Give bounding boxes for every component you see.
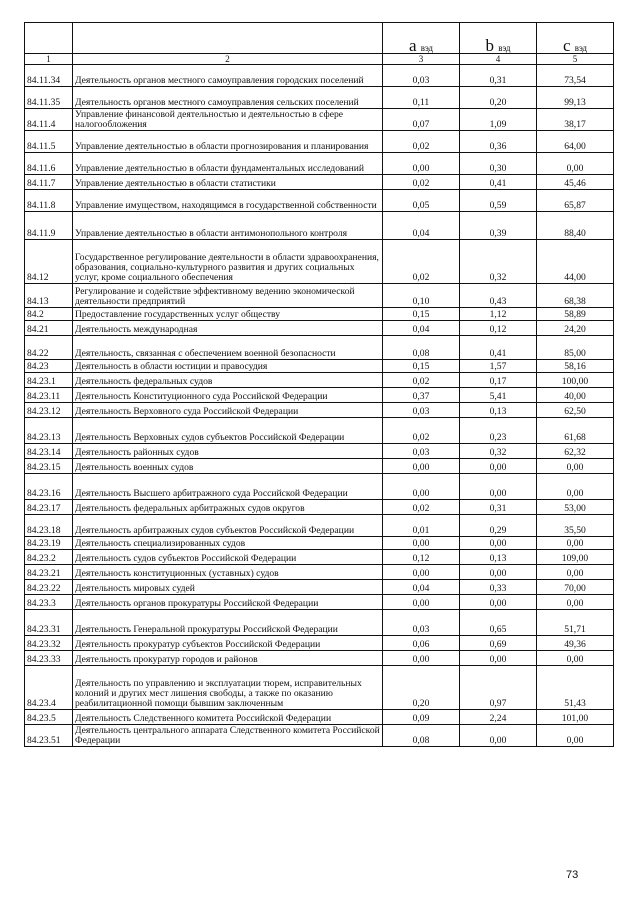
table-row xyxy=(25,500,614,515)
row-value-b: 0,32 xyxy=(460,240,537,284)
table-row xyxy=(25,444,614,459)
row-value-c: 68,38 xyxy=(537,284,614,308)
row-value-a: 0,09 xyxy=(383,710,460,725)
table-row xyxy=(25,725,614,747)
row-value-a: 0,05 xyxy=(383,190,460,212)
row-value-c: 62,50 xyxy=(537,403,614,418)
row-value-c: 73,54 xyxy=(537,65,614,87)
column-number: 1 xyxy=(25,54,73,65)
header-name-cell xyxy=(73,23,383,54)
row-value-a: 0,03 xyxy=(383,403,460,418)
row-value-b: 0,36 xyxy=(460,131,537,153)
row-value-c: 53,00 xyxy=(537,500,614,515)
row-code: 84.23.18 xyxy=(25,515,73,537)
table-row xyxy=(25,87,614,109)
row-value-c: 35,50 xyxy=(537,515,614,537)
column-number-row xyxy=(25,54,614,65)
row-name: Регулирование и содействие эффективному ведению экономической деятельности предприятий xyxy=(73,284,383,308)
row-value-a: 0,02 xyxy=(383,175,460,190)
row-value-c: 40,00 xyxy=(537,388,614,403)
row-value-b: 0,65 xyxy=(460,610,537,636)
row-value-b: 0,00 xyxy=(460,459,537,474)
row-value-a: 0,00 xyxy=(383,459,460,474)
row-value-a: 0,02 xyxy=(383,500,460,515)
row-value-a: 0,00 xyxy=(383,474,460,500)
row-value-b: 0,41 xyxy=(460,336,537,360)
row-name: Управление финансовой деятельностью и деятельностью в сфере налогообложения xyxy=(73,109,383,131)
table-row xyxy=(25,153,614,175)
row-value-a: 0,11 xyxy=(383,87,460,109)
row-name: Деятельность Генеральной прокуратуры Российской Федерации xyxy=(73,610,383,636)
row-value-a: 0,00 xyxy=(383,565,460,580)
header-code-cell xyxy=(25,23,73,54)
row-code: 84.11.34 xyxy=(25,65,73,87)
row-name: Деятельность конституционных (уставных) судов xyxy=(73,565,383,580)
row-value-b: 0,23 xyxy=(460,418,537,444)
table-row xyxy=(25,418,614,444)
row-value-b: 0,33 xyxy=(460,580,537,595)
table-row xyxy=(25,190,614,212)
row-value-c: 0,00 xyxy=(537,565,614,580)
table-row xyxy=(25,595,614,610)
row-value-b: 0,29 xyxy=(460,515,537,537)
row-name: Деятельность центрального аппарата Следственного комитета Российской Федерации xyxy=(73,725,383,747)
row-value-a: 0,02 xyxy=(383,373,460,388)
row-value-b: 0,32 xyxy=(460,444,537,459)
table-row xyxy=(25,651,614,666)
row-code: 84.23.16 xyxy=(25,474,73,500)
row-name: Управление деятельностью в области антимонопольного контроля xyxy=(73,212,383,240)
row-value-c: 70,00 xyxy=(537,580,614,595)
row-code: 84.23.21 xyxy=(25,565,73,580)
header-row xyxy=(25,23,614,54)
row-name: Деятельность Высшего арбитражного суда Российской Федерации xyxy=(73,474,383,500)
table-row xyxy=(25,610,614,636)
row-value-b: 0,00 xyxy=(460,537,537,550)
row-value-b: 0,31 xyxy=(460,500,537,515)
row-value-a: 0,04 xyxy=(383,321,460,336)
row-code: 84.23.2 xyxy=(25,550,73,565)
row-code: 84.23.4 xyxy=(25,666,73,710)
row-value-b: 0,69 xyxy=(460,636,537,651)
row-value-c: 45,46 xyxy=(537,175,614,190)
table-row xyxy=(25,175,614,190)
row-name: Деятельность органов местного самоуправления сельских поселений xyxy=(73,87,383,109)
row-value-b: 0,00 xyxy=(460,474,537,500)
row-code: 84.2 xyxy=(25,308,73,321)
row-value-a: 0,15 xyxy=(383,360,460,373)
row-value-c: 0,00 xyxy=(537,725,614,747)
header-b-cell: b вэд xyxy=(460,23,537,54)
header-c-cell: c вэд xyxy=(537,23,614,54)
row-name: Управление деятельностью в области фундаментальных исследований xyxy=(73,153,383,175)
table-row xyxy=(25,240,614,284)
page-number: 73 xyxy=(566,869,579,881)
row-value-c: 109,00 xyxy=(537,550,614,565)
row-value-c: 38,17 xyxy=(537,109,614,131)
row-code: 84.23.14 xyxy=(25,444,73,459)
row-code: 84.23.12 xyxy=(25,403,73,418)
row-value-b: 1,09 xyxy=(460,109,537,131)
column-number: 5 xyxy=(537,54,614,65)
row-code: 84.23.3 xyxy=(25,595,73,610)
row-code: 84.13 xyxy=(25,284,73,308)
row-name: Деятельность Верховного суда Российской Федерации xyxy=(73,403,383,418)
table-row xyxy=(25,212,614,240)
row-value-c: 0,00 xyxy=(537,537,614,550)
row-value-b: 0,59 xyxy=(460,190,537,212)
row-name: Деятельность по управлению и эксплуатации тюрем, исправительных колоний и других мест лишения свободы, а также по оказанию реабилитационной помощи бывшим заключенным xyxy=(73,666,383,710)
row-value-c: 0,00 xyxy=(537,595,614,610)
table-row xyxy=(25,360,614,373)
row-value-a: 0,07 xyxy=(383,109,460,131)
column-number: 2 xyxy=(73,54,383,65)
row-value-b: 0,43 xyxy=(460,284,537,308)
table-row xyxy=(25,666,614,710)
row-value-a: 0,04 xyxy=(383,580,460,595)
row-name: Деятельность прокуратур субъектов Российской Федерации xyxy=(73,636,383,651)
row-name: Управление имуществом, находящимся в государственной собственности xyxy=(73,190,383,212)
row-value-c: 0,00 xyxy=(537,459,614,474)
row-value-c: 64,00 xyxy=(537,131,614,153)
column-number: 4 xyxy=(460,54,537,65)
row-name: Управление деятельностью в области прогнозирования и планирования xyxy=(73,131,383,153)
row-value-a: 0,02 xyxy=(383,131,460,153)
row-code: 84.23.13 xyxy=(25,418,73,444)
row-value-a: 0,02 xyxy=(383,418,460,444)
row-value-c: 100,00 xyxy=(537,373,614,388)
row-code: 84.23.33 xyxy=(25,651,73,666)
row-value-c: 0,00 xyxy=(537,153,614,175)
row-value-c: 65,87 xyxy=(537,190,614,212)
row-name: Деятельность в области юстиции и правосудия xyxy=(73,360,383,373)
column-number: 3 xyxy=(383,54,460,65)
row-value-a: 0,08 xyxy=(383,336,460,360)
table-row xyxy=(25,550,614,565)
table-row xyxy=(25,284,614,308)
data-table xyxy=(24,22,614,747)
row-value-c: 51,71 xyxy=(537,610,614,636)
row-name: Деятельность специализированных судов xyxy=(73,537,383,550)
row-code: 84.11.4 xyxy=(25,109,73,131)
row-code: 84.23.17 xyxy=(25,500,73,515)
row-code: 84.23.51 xyxy=(25,725,73,747)
row-value-b: 0,17 xyxy=(460,373,537,388)
row-value-b: 0,12 xyxy=(460,321,537,336)
row-value-c: 49,36 xyxy=(537,636,614,651)
row-value-b: 1,12 xyxy=(460,308,537,321)
table-row xyxy=(25,336,614,360)
row-value-c: 99,13 xyxy=(537,87,614,109)
row-value-a: 0,00 xyxy=(383,595,460,610)
row-name: Деятельность федеральных судов xyxy=(73,373,383,388)
table-row xyxy=(25,580,614,595)
row-value-c: 62,32 xyxy=(537,444,614,459)
row-code: 84.23.5 xyxy=(25,710,73,725)
row-value-a: 0,02 xyxy=(383,240,460,284)
row-name: Деятельность военных судов xyxy=(73,459,383,474)
row-value-c: 101,00 xyxy=(537,710,614,725)
table-row xyxy=(25,388,614,403)
row-code: 84.23.32 xyxy=(25,636,73,651)
row-value-b: 0,41 xyxy=(460,175,537,190)
table-row xyxy=(25,710,614,725)
row-name: Деятельность Конституционного суда Российской Федерации xyxy=(73,388,383,403)
row-value-b: 0,13 xyxy=(460,403,537,418)
row-value-a: 0,37 xyxy=(383,388,460,403)
table-row xyxy=(25,373,614,388)
row-code: 84.11.7 xyxy=(25,175,73,190)
row-value-b: 0,00 xyxy=(460,595,537,610)
row-name: Деятельность органов местного самоуправления городских поселений xyxy=(73,65,383,87)
row-value-a: 0,20 xyxy=(383,666,460,710)
row-value-b: 5,41 xyxy=(460,388,537,403)
row-code: 84.11.5 xyxy=(25,131,73,153)
row-name: Деятельность судов субъектов Российской Федерации xyxy=(73,550,383,565)
row-value-b: 1,57 xyxy=(460,360,537,373)
row-value-a: 0,15 xyxy=(383,308,460,321)
row-value-c: 44,00 xyxy=(537,240,614,284)
row-code: 84.23 xyxy=(25,360,73,373)
table-row xyxy=(25,459,614,474)
row-value-a: 0,03 xyxy=(383,444,460,459)
row-value-c: 51,43 xyxy=(537,666,614,710)
row-value-b: 0,00 xyxy=(460,651,537,666)
row-value-b: 0,39 xyxy=(460,212,537,240)
row-code: 84.23.22 xyxy=(25,580,73,595)
row-value-b: 0,00 xyxy=(460,565,537,580)
row-value-a: 0,00 xyxy=(383,153,460,175)
row-name: Деятельность органов прокуратуры Российской Федерации xyxy=(73,595,383,610)
row-value-a: 0,03 xyxy=(383,65,460,87)
row-code: 84.23.31 xyxy=(25,610,73,636)
row-code: 84.23.19 xyxy=(25,537,73,550)
row-value-a: 0,10 xyxy=(383,284,460,308)
header-a-cell: a вэд xyxy=(383,23,460,54)
row-value-b: 2,24 xyxy=(460,710,537,725)
row-code: 84.23.11 xyxy=(25,388,73,403)
row-name: Деятельность прокуратур городов и районов xyxy=(73,651,383,666)
table-row xyxy=(25,474,614,500)
row-code: 84.11.35 xyxy=(25,87,73,109)
row-value-a: 0,12 xyxy=(383,550,460,565)
table-row xyxy=(25,131,614,153)
row-code: 84.11.6 xyxy=(25,153,73,175)
table-row xyxy=(25,515,614,537)
row-value-b: 0,13 xyxy=(460,550,537,565)
row-value-c: 85,00 xyxy=(537,336,614,360)
row-name: Деятельность, связанная с обеспечением военной безопасности xyxy=(73,336,383,360)
row-code: 84.12 xyxy=(25,240,73,284)
row-code: 84.11.9 xyxy=(25,212,73,240)
table-row xyxy=(25,403,614,418)
row-name: Деятельность федеральных арбитражных судов округов xyxy=(73,500,383,515)
row-value-c: 88,40 xyxy=(537,212,614,240)
table-row xyxy=(25,109,614,131)
row-value-a: 0,03 xyxy=(383,610,460,636)
table-row xyxy=(25,565,614,580)
row-value-b: 0,00 xyxy=(460,725,537,747)
row-name: Деятельность арбитражных судов субъектов Российской Федерации xyxy=(73,515,383,537)
table-row xyxy=(25,636,614,651)
row-name: Деятельность районных судов xyxy=(73,444,383,459)
row-value-c: 61,68 xyxy=(537,418,614,444)
row-name: Предоставление государственных услуг обществу xyxy=(73,308,383,321)
row-value-c: 58,89 xyxy=(537,308,614,321)
row-code: 84.23.15 xyxy=(25,459,73,474)
row-name: Деятельность Верховных судов субъектов Российской Федерации xyxy=(73,418,383,444)
row-value-c: 24,20 xyxy=(537,321,614,336)
row-value-a: 0,00 xyxy=(383,651,460,666)
row-value-a: 0,08 xyxy=(383,725,460,747)
row-name: Деятельность международная xyxy=(73,321,383,336)
row-name: Управление деятельностью в области статистики xyxy=(73,175,383,190)
row-code: 84.22 xyxy=(25,336,73,360)
table-row xyxy=(25,308,614,321)
row-code: 84.11.8 xyxy=(25,190,73,212)
row-name: Государственное регулирование деятельности в области здравоохранения, образования, социально-культурного развития и других социальных услуг, кроме социального обеспечения xyxy=(73,240,383,284)
row-value-b: 0,30 xyxy=(460,153,537,175)
row-value-c: 0,00 xyxy=(537,651,614,666)
row-code: 84.21 xyxy=(25,321,73,336)
row-value-a: 0,06 xyxy=(383,636,460,651)
row-value-c: 0,00 xyxy=(537,474,614,500)
table-row xyxy=(25,321,614,336)
row-name: Деятельность мировых судей xyxy=(73,580,383,595)
row-value-a: 0,00 xyxy=(383,537,460,550)
row-value-b: 0,31 xyxy=(460,65,537,87)
row-value-a: 0,01 xyxy=(383,515,460,537)
row-code: 84.23.1 xyxy=(25,373,73,388)
table-row xyxy=(25,65,614,87)
row-value-b: 0,97 xyxy=(460,666,537,710)
row-value-c: 58,16 xyxy=(537,360,614,373)
row-value-a: 0,04 xyxy=(383,212,460,240)
row-value-b: 0,20 xyxy=(460,87,537,109)
table-row xyxy=(25,537,614,550)
row-name: Деятельность Следственного комитета Российской Федерации xyxy=(73,710,383,725)
